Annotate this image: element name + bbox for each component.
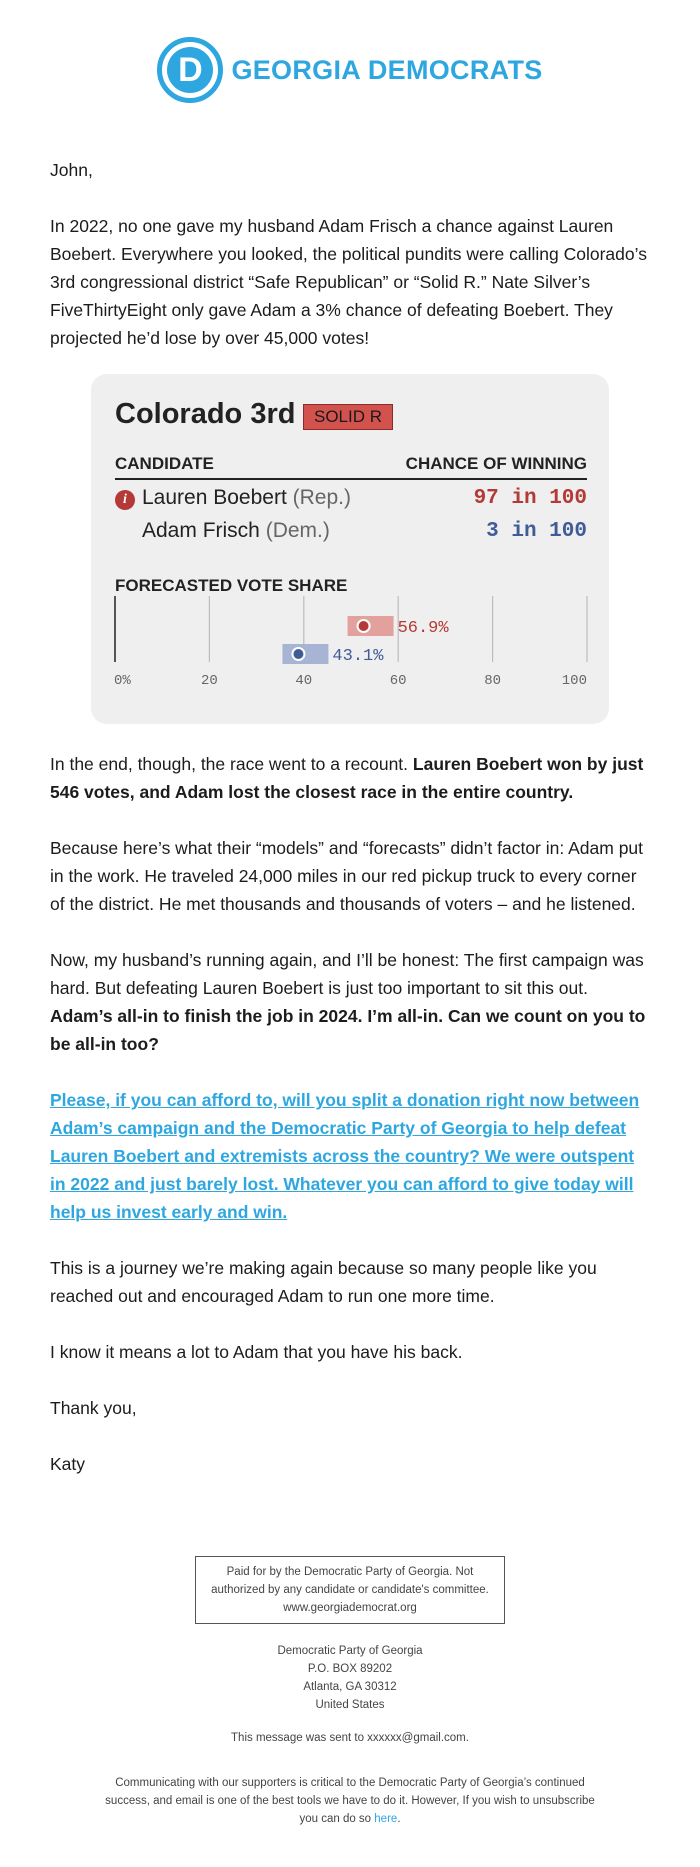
signoff: Thank you, xyxy=(50,1398,137,1418)
address-line: Atlanta, GA 30312 xyxy=(303,1681,397,1693)
sent-to-notice: This message was sent to xxxxxx@gmail.com. xyxy=(231,1732,469,1744)
vote-share-title: FORECASTED VOTE SHARE xyxy=(115,576,348,595)
column-header-candidate: CANDIDATE xyxy=(115,454,214,473)
paragraph-2 xyxy=(50,750,650,806)
logo-d-icon: D xyxy=(167,47,213,93)
x-tick-label: 60 xyxy=(389,673,407,689)
rating-badge: SOLID R xyxy=(303,404,393,430)
logo-badge xyxy=(157,37,223,103)
greeting: John, xyxy=(50,160,93,180)
address-line: P.O. BOX 89202 xyxy=(307,1663,393,1675)
address-line: Democratic Party of Georgia xyxy=(277,1645,423,1657)
x-tick-label: 100 xyxy=(561,673,587,689)
candidate-name-text: Adam Frisch xyxy=(142,519,260,542)
forecast-card xyxy=(91,374,609,724)
paid-line: Paid for by the Democratic Party of Georgia. Not xyxy=(226,1566,474,1578)
paragraph-1: In 2022, no one gave my husband Adam Frisch a chance against Lauren Boebert. Everywhere you looked, the political pundits were calling Colorado’s 3rd congressional district “Safe Republican” or “Solid R.” Nate Silver’s FiveThirtyEight only gave Adam a 3% chance of defeating Boebert. They projected he’d lose by over 45,000 votes! xyxy=(50,216,647,348)
forecast-title: Colorado 3rd xyxy=(115,398,296,430)
candidate-name-text: Lauren Boebert xyxy=(142,486,287,509)
x-tick-label: 80 xyxy=(484,673,502,689)
logo[interactable] xyxy=(0,0,700,104)
paragraph-4-normal: Now, my husband’s running again, and I’ll be honest: The first campaign was hard. But defeating Lauren Boebert is just too important to sit this out. xyxy=(50,950,644,998)
paid-line: authorized by any candidate or candidate's committee. xyxy=(211,1584,489,1596)
vote-share-label: 43.1% xyxy=(332,647,384,666)
unsubscribe-notice xyxy=(100,1774,600,1828)
unsubscribe-text: Communicating with our supporters is critical to the Democratic Party of Georgia’s continued success, and email is one of the best tools we have to do it. However, If you wish to unsubscribe you can do so xyxy=(105,1777,595,1825)
paragraph-4 xyxy=(50,946,650,1058)
letter-body xyxy=(0,156,700,1478)
signature: Katy xyxy=(50,1454,86,1474)
unsubscribe-end: . xyxy=(397,1813,401,1825)
unsubscribe-link[interactable]: here xyxy=(374,1813,398,1825)
x-tick-label: 20 xyxy=(200,673,218,689)
donation-cta xyxy=(50,1086,650,1226)
mailing-address xyxy=(0,1642,700,1714)
marker-dot xyxy=(359,621,369,631)
paragraph-2-normal: In the end, though, the race went to a recount. xyxy=(50,754,413,774)
paragraph-2-bold: Lauren Boebert won by just 546 votes, and Adam lost the closest race in the entire country. xyxy=(50,754,644,802)
info-icon: i xyxy=(115,490,135,510)
candidate-party: (Rep.) xyxy=(292,486,351,509)
logo-text: GEORGIA DEMOCRATS xyxy=(231,54,543,85)
column-header-chance: CHANCE OF WINNING xyxy=(405,454,587,473)
paid-for-box xyxy=(195,1556,505,1624)
vote-share-label: 56.9% xyxy=(397,619,449,638)
x-tick-label: 0% xyxy=(114,673,131,689)
footer xyxy=(0,1556,700,1828)
paragraph-4-bold: Adam’s all-in to finish the job in 2024. I’m all-in. Can we count on you to be all-in too? xyxy=(50,1006,646,1054)
donation-link[interactable]: Please, if you can afford to, will you split a donation right now between Adam’s campaign and the Democratic Party of Georgia to help defeat Lauren Boebert and extremists across the country? We were outspent in 2022 and just barely lost. Whatever you can afford to give today will help us invest early and win. xyxy=(50,1090,640,1222)
paragraph-3: Because here’s what their “models” and “forecasts” didn’t factor in: Adam put in the work. He traveled 24,000 miles in our red pickup truck to every corner of the district. He met thousands and thousands of voters – and he listened. xyxy=(50,838,644,914)
paid-url: www.georgiademocrat.org xyxy=(283,1602,417,1614)
x-tick-label: 40 xyxy=(295,673,313,689)
address-line: United States xyxy=(315,1699,385,1711)
vote-share-chart xyxy=(91,374,609,724)
candidate-party: (Dem.) xyxy=(265,519,330,542)
candidate-chance: 3 in 100 xyxy=(486,520,587,543)
marker-dot xyxy=(293,649,303,659)
candidate-chance: 97 in 100 xyxy=(473,487,587,510)
paragraph-7: I know it means a lot to Adam that you have his back. xyxy=(50,1342,463,1362)
paragraph-6: This is a journey we’re making again because so many people like you reached out and encouraged Adam to run one more time. xyxy=(50,1258,597,1306)
